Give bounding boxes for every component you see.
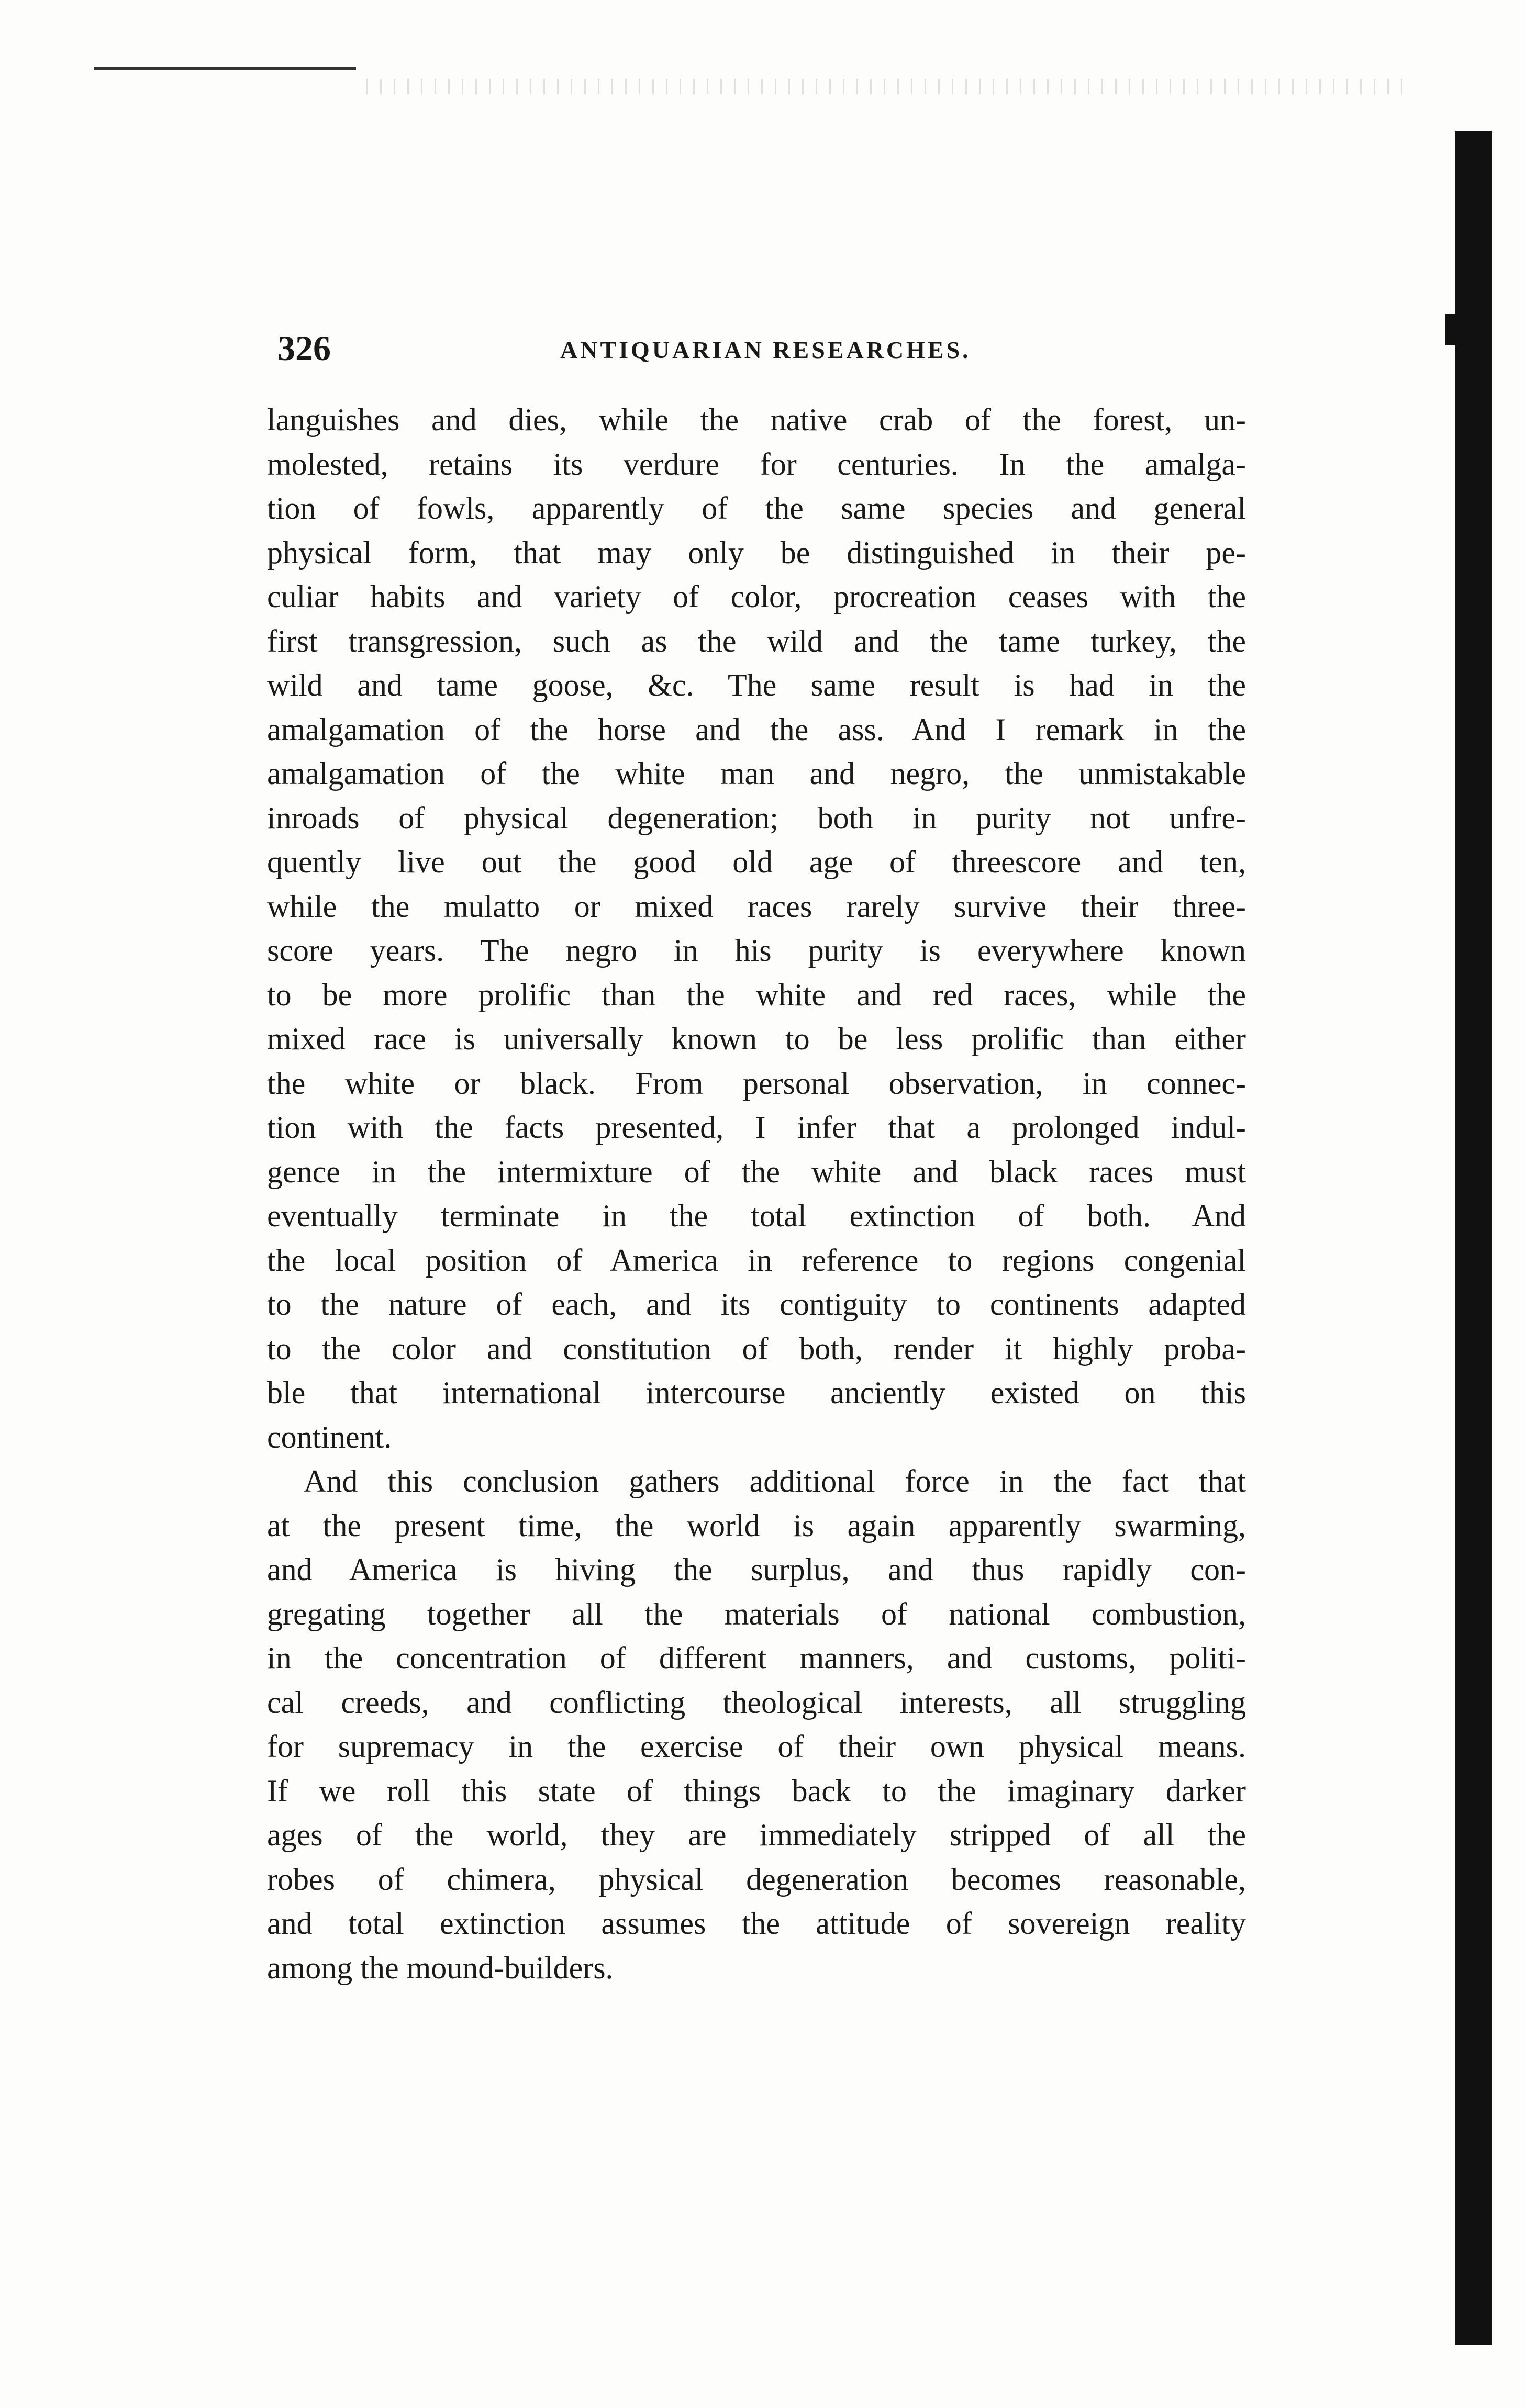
scan-edge-shadow — [1455, 131, 1492, 2345]
text-line: first transgression, such as the wild and the tame turkey, the — [267, 623, 1246, 658]
text-line: tion of fowls, apparently of the same species and general — [267, 491, 1246, 525]
text-line: score years. The negro in his purity is everywhere known — [267, 933, 1246, 968]
text-line: in the concentration of different manners, and customs, politi- — [267, 1641, 1246, 1675]
text-line: eventually terminate in the total extinction of both. And — [267, 1199, 1246, 1233]
text-line: to be more prolific than the white and red races, while the — [267, 977, 1246, 1012]
text-line: at the present time, the world is again apparently swarming, — [267, 1508, 1246, 1543]
text-line: amalgamation of the white man and negro, the unmistakable — [267, 756, 1246, 791]
scan-speckle — [366, 79, 1403, 94]
text-line: tion with the facts presented, I infer that a prolonged indul- — [267, 1110, 1246, 1145]
text-line: for supremacy in the exercise of their own physical means. — [267, 1729, 1246, 1764]
text-line: while the mulatto or mixed races rarely survive their three- — [267, 889, 1246, 924]
body-text — [267, 398, 1246, 1990]
text-line: languishes and dies, while the native crab of the forest, un- — [267, 402, 1246, 437]
text-line: and America is hiving the surplus, and thus rapidly con- — [267, 1552, 1246, 1587]
text-line: mixed race is universally known to be less prolific than either — [267, 1022, 1246, 1056]
text-line: If we roll this state of things back to the imaginary darker — [267, 1773, 1246, 1808]
text-line: quently live out the good old age of threescore and ten, — [267, 845, 1246, 879]
text-line: inroads of physical degeneration; both in purity not unfre- — [267, 800, 1246, 835]
page-header — [277, 327, 1251, 374]
running-head: ANTIQUARIAN RESEARCHES. — [560, 337, 971, 363]
text-line: robes of chimera, physical degeneration becomes reasonable, — [267, 1862, 1246, 1897]
text-line: to the color and constitution of both, render it highly proba- — [267, 1331, 1246, 1366]
paragraph-1 — [267, 398, 1246, 1459]
text-line: amalgamation of the horse and the ass. And I remark in the — [267, 712, 1246, 747]
text-line: and total extinction assumes the attitude of sovereign reality — [267, 1906, 1246, 1941]
text-line: ages of the world, they are immediately stripped of all the — [267, 1818, 1246, 1852]
text-line: to the nature of each, and its contiguity to continents adapted — [267, 1287, 1246, 1321]
text-line: wild and tame goose, &c. The same result is had in the — [267, 668, 1246, 702]
text-line: continent. — [267, 1419, 392, 1454]
text-line: cal creeds, and conflicting theological interests, all struggling — [267, 1685, 1246, 1720]
text-line: the local position of America in reference to regions congenial — [267, 1242, 1246, 1278]
text-line: ble that international intercourse anciently existed on this — [267, 1375, 1246, 1410]
page-number: 326 — [277, 328, 331, 368]
scan-edge-notch — [1445, 314, 1456, 345]
text-line: the white or black. From personal observation, in connec- — [267, 1066, 1246, 1101]
text-line: molested, retains its verdure for centuries. In the amalga- — [267, 446, 1246, 481]
text-line: gregating together all the materials of national combustion, — [267, 1596, 1246, 1631]
paragraph-2 — [267, 1459, 1246, 1990]
text-line: culiar habits and variety of color, procreation ceases with the — [267, 579, 1246, 614]
text-line: among the mound-builders. — [267, 1950, 614, 1985]
text-line: And this conclusion gathers additional force in the fact that — [304, 1464, 1246, 1498]
text-line: physical form, that may only be distinguished in their pe- — [267, 535, 1246, 570]
top-rule — [94, 67, 356, 70]
text-line: gence in the intermixture of the white and black races must — [267, 1154, 1246, 1189]
